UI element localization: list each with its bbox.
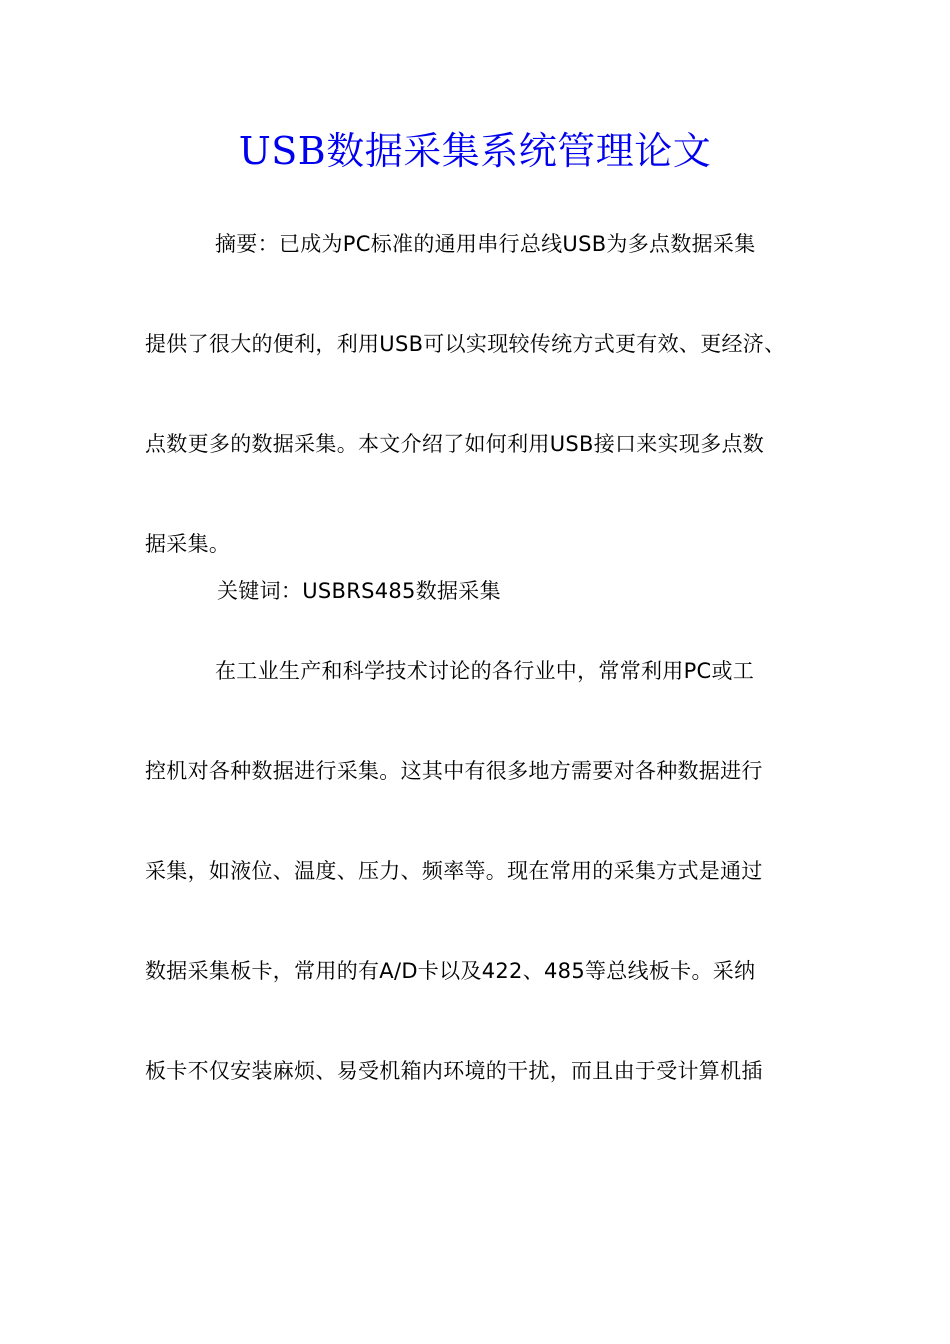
abstract-line-1: 摘要：已成为PC标准的通用串行总线USB为多点数据采集 <box>215 232 756 256</box>
body-line-5: 板卡不仅安装麻烦、易受机箱内环境的干扰，而且由于受计算机插 <box>145 1059 763 1083</box>
document-body <box>145 212 815 1160</box>
body-line-3: 采集，如液位、温度、压力、频率等。现在常用的采集方式是通过 <box>145 859 763 883</box>
abstract-line-2: 提供了很大的便利，利用USB可以实现较传统方式更有效、更经济、 <box>145 332 786 356</box>
body-line-1: 在工业生产和科学技术讨论的各行业中，常常利用PC或工 <box>215 659 755 683</box>
keywords-line: 关键词：USBRS485数据采集 <box>217 579 501 603</box>
body-line-4: 数据采集板卡，常用的有A/D卡以及422、485等总线板卡。采纳 <box>145 959 756 983</box>
abstract-line-3: 点数更多的数据采集。本文介绍了如何利用USB接口来实现多点数 <box>145 432 765 456</box>
document-title: USB数据采集系统管理论文 <box>238 129 712 173</box>
abstract-line-4: 据采集。 <box>145 532 231 556</box>
body-line-2: 控机对各种数据进行采集。这其中有很多地方需要对各种数据进行 <box>145 759 763 783</box>
